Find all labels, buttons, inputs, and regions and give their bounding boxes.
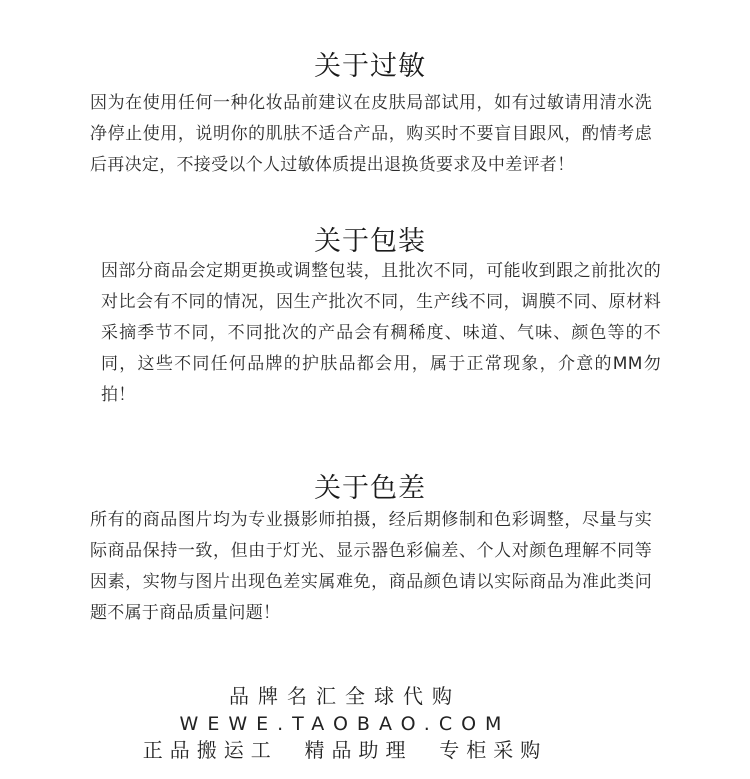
packaging-paragraph: 因部分商品会定期更换或调整包装，且批次不同，可能收到跟之前批次的对比会有不同的情况，因生产批次不同，生产线不同，调膜不同、原材料采摘季节不同，不同批次的产品会有稠稀度、味道、气味、颜色等的不同，这些不同任何品牌的护肤品都会用，属于正常现象，介意的MM勿拍！ — [101, 261, 661, 405]
footer-url[interactable]: WEWE.TAOBAO.COM — [179, 713, 511, 735]
footer-tagline: 正品搬运工 精品助理 专柜采购 — [142, 738, 548, 762]
color-paragraph: 所有的商品图片均为专业摄影师拍摄，经后期修制和色彩调整，尽量与实际商品保持一致，但由于灯光、显示器色彩偏差、个人对颜色理解不同等因素，实物与图片出现色差实属难免，商品颜色请以实际商品为准此类问题不属于商品质量问题！ — [90, 510, 652, 623]
footer-slogan: 品牌名汇全球代购 — [229, 684, 461, 708]
color-title: 关于色差 — [314, 473, 426, 505]
packaging-title: 关于包装 — [314, 226, 426, 258]
allergy-title: 关于过敏 — [314, 51, 426, 83]
allergy-paragraph: 因为在使用任何一种化妆品前建议在皮肤局部试用，如有过敏请用清水洗净停止使用，说明你的肌肤不适合产品，购买时不要盲目跟风，酌情考虑后再决定，不接受以个人过敏体质提出退换货要求及中差评者！ — [90, 93, 652, 175]
